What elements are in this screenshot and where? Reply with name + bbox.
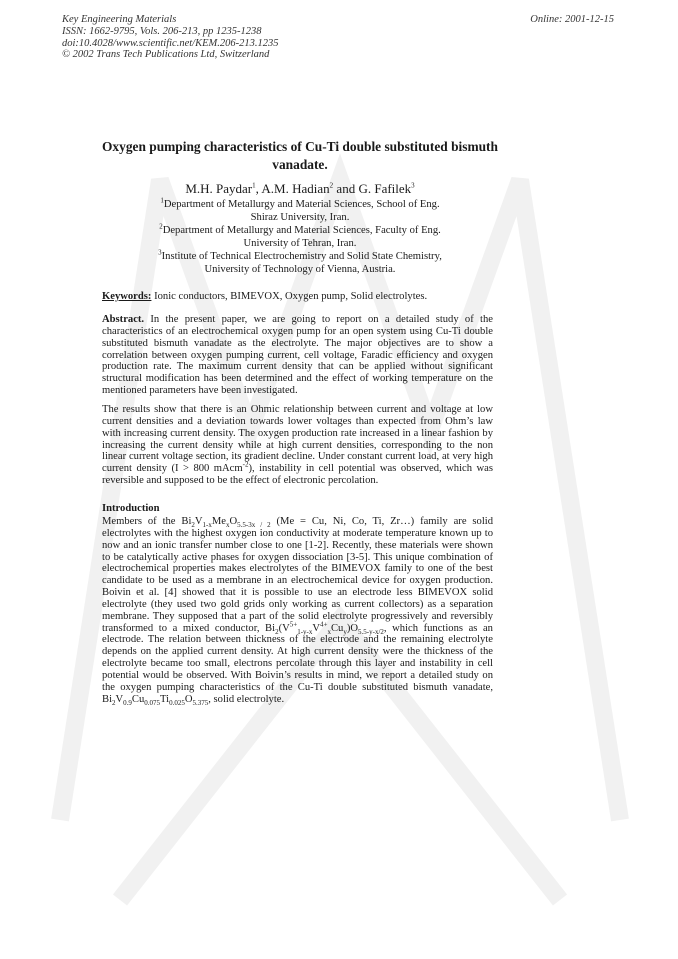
journal-name: Key Engineering Materials [62, 14, 177, 25]
intro-text: Cu [330, 622, 344, 634]
intro-sub: x [226, 521, 230, 530]
intro-text: Members of the Bi [102, 516, 192, 527]
affiliation-1 [100, 198, 500, 224]
author-name: G. Fafilek [358, 181, 412, 196]
online-date: Online: 2001-12-15 [530, 14, 614, 25]
intro-text: Cu [131, 693, 145, 705]
author-list [100, 180, 500, 197]
intro-sub: 2 [112, 698, 116, 707]
intro-sub: 5.5-3x / 2 [237, 521, 271, 530]
intro-text: Ti [160, 693, 170, 705]
intro-sup: 5+ [289, 620, 298, 629]
intro-text: Me [211, 516, 227, 527]
intro-text: (V [278, 622, 290, 634]
intro-text: O [184, 693, 193, 705]
intro-sub: 2 [275, 627, 279, 636]
intro-text: V [312, 622, 321, 634]
journal-doi: doi:10.4028/www.scientific.net/KEM.206-213.1235 [62, 37, 279, 49]
author-name: M.H. Paydar [185, 181, 253, 196]
introduction-heading: Introduction [102, 503, 160, 514]
affiliation-2 [100, 224, 500, 250]
results-text: The results show that there is an Ohmic relationship between current and voltage at low current densities and a deviation towards lower voltages than expected from Ohm’s law with increasing current density. The oxygen production rate increased in a linear fashion by increasing the current density while at high current densities, corresponding to the non linear current voltage section, its gradient decline. Under constant current load, at very high current density (I > 800 mAcm [102, 404, 493, 475]
intro-sub: y [343, 627, 347, 636]
intro-sup: 4+ [320, 620, 328, 629]
abstract-label: Abstract. [102, 314, 145, 325]
intro-sub: x [327, 627, 331, 636]
affiliation-line: University of Technology of Vienna, Austria. [204, 264, 396, 276]
intro-sub: 0.075 [144, 698, 161, 707]
abstract [102, 314, 493, 397]
abstract-text: In the present paper, we are going to report on a detailed study of the characteristics of an electrochemical oxygen pump for an open system using Cu-Ti double substituted bismuth vanadate as the electrolyte. The major objectives are to show a correlation between oxygen pumping current, cell voltage, Faradic efficiency and oxygen production rate. The maximum current density that can be applied without significant structural modification has been determined and the effect of working temperature on the mentioned parameters have been investigated. [102, 314, 493, 397]
intro-sub: 0.025 [169, 698, 185, 707]
keywords-text: Ionic conductors, BIMEVOX, Oxygen pump, Solid electrolytes. [151, 291, 428, 302]
author-sup: 3 [411, 181, 415, 190]
author-name: A.M. Hadian [261, 181, 330, 196]
intro-text: , solid electrolyte. [208, 693, 285, 705]
affiliation-sup: 3 [158, 248, 162, 257]
results-text: ), instability in cell potential was observed, which was reversible and supposed to be the effect of electronic percolation. [102, 463, 493, 487]
author-sep: , [255, 181, 262, 196]
introduction-paragraph [102, 516, 493, 706]
keywords-label: Keywords: [102, 291, 152, 302]
intro-sub: 5.5-y-x/2 [358, 627, 384, 636]
affiliation-3 [100, 250, 500, 276]
author-sep: and [333, 181, 359, 196]
paper-title: Oxygen pumping characteristics of Cu-Ti double substituted bismuth vanadate. [102, 139, 498, 172]
affiliation-line: University of Tehran, Iran. [243, 238, 357, 250]
intro-sub: 2 [191, 521, 195, 530]
intro-text: O [229, 516, 238, 527]
affiliation-line: Shiraz University, Iran. [250, 212, 350, 224]
author-sup: 1 [252, 181, 256, 190]
affiliation-sup: 2 [159, 222, 163, 231]
journal-issn: ISSN: 1662-9795, Vols. 206-213, pp 1235-1238 [62, 25, 262, 37]
keywords [102, 290, 427, 303]
intro-text: )O [346, 622, 359, 634]
intro-text: , which functions as an electrode. The relation between thickness of the electrode and the remaining electrolyte depends on the applied current density. At high current density were the thickness of the electrolyte became too small, electrons percolate through this layer and instability in cell potential would be observed. With Boivin’s results in mind, we report a detailed study on the oxygen pumping characteristics of the Cu-Ti double substituted bismuth vanadate, Bi [102, 622, 493, 705]
author-sup: 2 [329, 181, 334, 190]
intro-text: V [115, 693, 124, 705]
affiliation-line: Institute of Technical Electrochemistry and Solid State Chemistry, [161, 251, 442, 262]
intro-sub: 0.9 [123, 698, 132, 707]
intro-sub: 1-y-x [297, 627, 313, 636]
affiliation-sup: 1 [160, 196, 164, 205]
affiliation-line: Department of Metallurgy and Material Sciences, Faculty of Eng. [162, 225, 441, 236]
intro-sub: 5.375 [192, 698, 209, 707]
intro-text: (Me = Cu, Ni, Co, Ti, Zr…) family are solid electrolytes with the highest oxygen ion conductivity at moderate temperature known up to now and an ionic transfer number close to one [1-2]. Recently, these materials were shown to be catalytically active phases for oxygen dissociation [3-5]. This unique combination of electrochemical properties makes electrolytes of the BIMEVOX family to one of the best candidate to be used as a membrane in an electrochemical device for oxygen production. Boivin et al. [4] showed that it is possible to use an electrode less BIMEVOX solid electrolyte (they used two gold grids only working as current collectors) as a separation membrane. They supposed that a part of the solid electrolyte progressively and reversibly transformed to a mixed conductor, Bi [102, 516, 493, 634]
journal-copyright: © 2002 Trans Tech Publications Ltd, Switzerland [62, 49, 270, 61]
affiliation-line: Department of Metallurgy and Material Sciences, School of Eng. [163, 199, 440, 210]
intro-text: V [194, 516, 203, 527]
intro-sub: 1-x [202, 521, 212, 530]
results-paragraph [102, 404, 493, 487]
journal-info [62, 14, 279, 61]
results-sup: -2 [242, 460, 249, 469]
